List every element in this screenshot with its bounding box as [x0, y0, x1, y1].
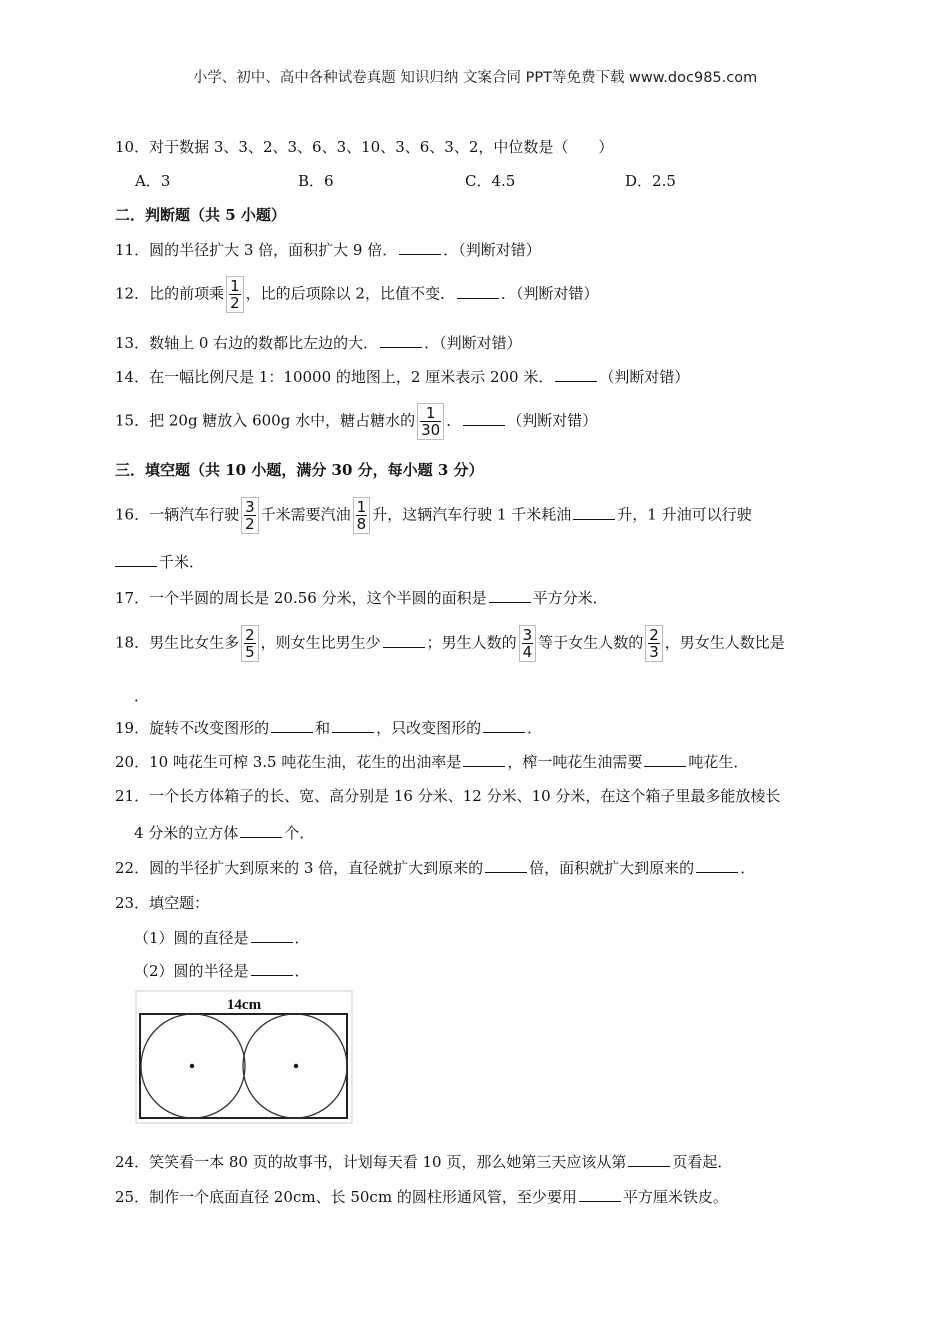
- numerator: 2: [649, 626, 659, 644]
- q19-text: 19．旋转不改变图形的: [115, 719, 270, 737]
- q25-tail: 平方厘米铁皮。: [622, 1188, 728, 1206]
- answer-blank[interactable]: [271, 718, 313, 733]
- numerator: 1: [420, 405, 441, 422]
- q20-text-2: ，榨一吨花生油需要: [507, 753, 643, 771]
- question-17: [115, 588, 608, 608]
- question-14: [115, 367, 689, 387]
- question-20: [115, 752, 748, 772]
- q10-options: [135, 171, 676, 191]
- q15-text: 15．把 20g 糖放入 600g 水中，糖占糖水的: [115, 411, 416, 430]
- figure-label: 14cm: [226, 997, 262, 1013]
- answer-blank[interactable]: [251, 961, 293, 976]
- question-19: [115, 718, 542, 738]
- question-23: 23．填空题：: [115, 894, 210, 912]
- q17-tail: 平方分米．: [532, 589, 608, 607]
- q18-text-3: ；男生人数的: [426, 633, 517, 652]
- fraction: [241, 497, 259, 534]
- right-center-dot: [294, 1064, 298, 1068]
- numerator: 1: [356, 498, 367, 516]
- q15-tail: （判断对错）: [507, 411, 598, 430]
- numerator: 3: [245, 498, 255, 516]
- question-18: [115, 625, 785, 662]
- q20-tail: 吨花生．: [688, 753, 749, 771]
- q23-p2-tail: ．: [294, 962, 310, 980]
- denominator: 4: [522, 643, 533, 661]
- numerator: 1: [230, 277, 240, 295]
- q21-text: 21．一个长方体箱子的长、宽、高分别是 16 分米、12 分米、10 分米，在这个箱子里最多能放棱长: [115, 787, 781, 805]
- answer-blank[interactable]: [644, 752, 686, 767]
- question-25: [115, 1187, 728, 1207]
- question-22: [115, 858, 755, 878]
- two-circles-figure: [135, 990, 353, 1124]
- q23-p1-text: （1）圆的直径是: [134, 929, 249, 947]
- answer-blank[interactable]: [489, 588, 531, 603]
- fraction: [226, 276, 244, 313]
- q22-tail: ．: [740, 859, 756, 877]
- denominator: 2: [245, 515, 255, 533]
- question-18-cont: ．: [134, 687, 150, 705]
- question-23-part-2: [134, 961, 310, 981]
- q18-text-5: ，男女生人数比是: [664, 633, 785, 652]
- fraction: [353, 497, 371, 534]
- fraction: [241, 625, 259, 662]
- q20-text: 20．10 吨花生可榨 3.5 吨花生油，花生的出油率是: [115, 753, 462, 771]
- question-11: [115, 240, 541, 260]
- page-header: 小学、初中、高中各种试卷真题 知识归纳 文案合同 PPT等免费下载 www.doc985.com: [192, 70, 758, 86]
- q15-text-2: ．: [446, 411, 462, 430]
- section-3-title: 三．填空题（共 10 小题，满分 30 分，每小题 3 分）: [115, 461, 484, 479]
- question-10: [115, 137, 613, 157]
- section-2-title: 二．判断题（共 5 小题）: [115, 206, 286, 224]
- q25-text: 25．制作一个底面直径 20cm、长 50cm 的圆柱形通风管，至少要用: [115, 1188, 577, 1206]
- answer-blank[interactable]: [240, 823, 282, 838]
- q23-p1-tail: ．: [294, 929, 310, 947]
- q13-text: 13．数轴上 0 右边的数都比左边的大．: [115, 334, 379, 352]
- fraction: [417, 403, 444, 440]
- q13-tail: ．（判断对错）: [424, 334, 522, 352]
- question-24: [115, 1152, 732, 1172]
- q12-text-2: ，比的后项除以 2，比值不变．: [245, 284, 455, 303]
- q10-stem: 10．对于数据 3、3、2、3、6、3、10、3、6、3、2，中位数是（ ）: [115, 138, 614, 156]
- q19-text-2: 和: [315, 719, 331, 737]
- answer-blank[interactable]: [555, 367, 597, 382]
- answer-blank[interactable]: [332, 718, 374, 733]
- left-center-dot: [190, 1064, 194, 1068]
- answer-blank[interactable]: [463, 752, 505, 767]
- q10-option-a: A．3: [135, 172, 171, 190]
- denominator: 8: [356, 515, 367, 533]
- question-16: [115, 497, 752, 534]
- denominator: 5: [245, 643, 255, 661]
- denominator: 2: [230, 294, 240, 312]
- q11-tail: ．（判断对错）: [443, 241, 541, 259]
- q16-text: 16．一辆汽车行驶: [115, 505, 240, 524]
- q14-text: 14．在一幅比例尺是 1：10000 的地图上，2 厘米表示 200 米．: [115, 368, 554, 386]
- q16-text-3: 升，这辆汽车行驶 1 千米耗油: [372, 505, 572, 524]
- question-12: [115, 276, 598, 313]
- q19-text-3: ，只改变图形的: [376, 719, 482, 737]
- question-16-cont: [115, 552, 204, 572]
- q11-text: 11．圆的半径扩大 3 倍，面积扩大 9 倍．: [115, 241, 398, 259]
- q24-tail: 页看起．: [672, 1153, 733, 1171]
- question-21: [115, 786, 780, 806]
- answer-blank[interactable]: [251, 928, 293, 943]
- q17-text: 17．一个半圆的周长是 20.56 分米，这个半圆的面积是: [115, 589, 487, 607]
- q16-tail: 千米．: [159, 553, 205, 571]
- q21-tail: 个．: [284, 824, 315, 842]
- q16-text-2: 千米需要汽油: [260, 505, 351, 524]
- q12-tail: ．（判断对错）: [500, 284, 599, 303]
- answer-blank[interactable]: [383, 633, 425, 648]
- numerator: 2: [245, 626, 255, 644]
- answer-blank[interactable]: [573, 505, 615, 520]
- q22-text-2: 倍，面积就扩大到原来的: [529, 859, 695, 877]
- question-21-cont: [134, 823, 314, 843]
- answer-blank[interactable]: [115, 552, 157, 567]
- q22-text: 22．圆的半径扩大到原来的 3 倍，直径就扩大到原来的: [115, 859, 484, 877]
- q10-option-c: C．4.5: [465, 172, 516, 190]
- question-15: [115, 403, 597, 440]
- q19-tail: ．: [527, 719, 543, 737]
- q18-text-2: ，则女生比男生少: [260, 633, 381, 652]
- q12-text: 12．比的前项乘: [115, 284, 225, 303]
- answer-blank[interactable]: [380, 333, 422, 348]
- answer-blank[interactable]: [485, 858, 527, 873]
- q10-option-b: B．6: [298, 172, 334, 190]
- answer-blank[interactable]: [628, 1152, 670, 1167]
- denominator: 30: [421, 421, 441, 439]
- answer-blank[interactable]: [463, 411, 505, 426]
- fraction: [519, 625, 537, 662]
- question-23-part-1: [134, 928, 310, 948]
- q16-text-4: 升，1 升油可以行驶: [617, 505, 752, 524]
- q10-option-d: D．2.5: [625, 172, 676, 190]
- q24-text: 24．笑笑看一本 80 页的故事书，计划每天看 10 页，那么她第三天应该从第: [115, 1153, 627, 1171]
- denominator: 3: [649, 643, 659, 661]
- q21-text-2: 4 分米的立方体: [134, 824, 239, 842]
- q18-text-4: 等于女生人数的: [538, 633, 644, 652]
- q23-p2-text: （2）圆的半径是: [134, 962, 249, 980]
- numerator: 3: [522, 626, 533, 644]
- answer-blank[interactable]: [457, 284, 499, 299]
- q18-text: 18．男生比女生多: [115, 633, 240, 652]
- answer-blank[interactable]: [579, 1187, 621, 1202]
- fraction: [645, 625, 663, 662]
- answer-blank[interactable]: [399, 240, 441, 255]
- answer-blank[interactable]: [696, 858, 738, 873]
- answer-blank[interactable]: [483, 718, 525, 733]
- question-13: [115, 333, 522, 353]
- q14-tail: （判断对错）: [599, 368, 690, 386]
